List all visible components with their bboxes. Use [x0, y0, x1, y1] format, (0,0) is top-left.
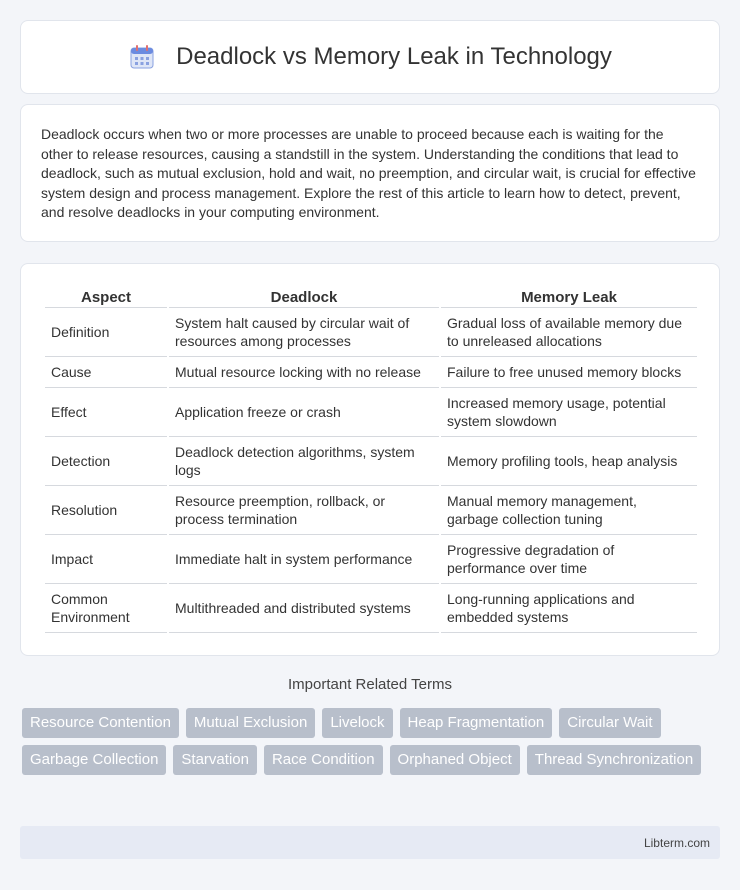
cell-memory-leak: Increased memory usage, potential system slowdown [441, 388, 697, 437]
cell-memory-leak: Gradual loss of available memory due to unreleased allocations [441, 308, 697, 357]
intro-text: Deadlock occurs when two or more processes are unable to proceed because each is waiting for the other to release resources, causing a standstill in the system. Understanding the conditions that lead to deadlock, such as mutual exclusion, hold and wait, no preemption, and circular wait, is crucial for effective system design and process management. Explore the rest of this article to learn how to detect, prevent, and resolve deadlocks in your computing environment. [41, 126, 696, 220]
cell-memory-leak: Manual memory management, garbage collection tuning [441, 486, 697, 535]
footer-site-link[interactable]: Libterm.com [643, 836, 710, 850]
calendar-icon [128, 43, 156, 71]
cell-memory-leak: Progressive degradation of performance over time [441, 535, 697, 584]
cell-aspect: Effect [45, 388, 167, 437]
table-row [45, 357, 697, 388]
cell-memory-leak: Memory profiling tools, heap analysis [441, 437, 697, 486]
tag-starvation[interactable]: Starvation [173, 745, 257, 775]
footer [20, 826, 720, 859]
tag-mutual-exclusion[interactable]: Mutual Exclusion [186, 708, 315, 738]
table-header-row [45, 284, 697, 308]
page-title: Deadlock vs Memory Leak in Technology [176, 43, 612, 70]
table-row [45, 535, 697, 584]
cell-aspect: Definition [45, 308, 167, 357]
table-row [45, 308, 697, 357]
cell-aspect: Common Environment [45, 584, 167, 633]
tag-garbage-collection[interactable]: Garbage Collection [22, 745, 166, 775]
tag-heap-fragmentation[interactable]: Heap Fragmentation [400, 708, 553, 738]
comparison-table [43, 284, 699, 633]
cell-aspect: Cause [45, 357, 167, 388]
cell-deadlock: Application freeze or crash [169, 388, 439, 437]
cell-deadlock: Immediate halt in system performance [169, 535, 439, 584]
tag-livelock[interactable]: Livelock [322, 708, 392, 738]
tag-circular-wait[interactable]: Circular Wait [559, 708, 660, 738]
cell-deadlock: Resource preemption, rollback, or process termination [169, 486, 439, 535]
tag-thread-synchronization[interactable]: Thread Synchronization [527, 745, 701, 775]
cell-deadlock: Deadlock detection algorithms, system logs [169, 437, 439, 486]
header-aspect: Aspect [45, 284, 167, 308]
cell-memory-leak: Long-running applications and embedded systems [441, 584, 697, 633]
tag-resource-contention[interactable]: Resource Contention [22, 708, 179, 738]
intro-card [20, 104, 720, 242]
table-row [45, 584, 697, 633]
table-row [45, 486, 697, 535]
header-memory-leak: Memory Leak [441, 284, 697, 308]
table-row [45, 388, 697, 437]
cell-aspect: Detection [45, 437, 167, 486]
cell-deadlock: Mutual resource locking with no release [169, 357, 439, 388]
header-card [20, 20, 720, 94]
header-deadlock: Deadlock [169, 284, 439, 308]
cell-deadlock: System halt caused by circular wait of resources among processes [169, 308, 439, 357]
cell-deadlock: Multithreaded and distributed systems [169, 584, 439, 633]
cell-aspect: Impact [45, 535, 167, 584]
comparison-card [20, 263, 720, 656]
cell-aspect: Resolution [45, 486, 167, 535]
table-row [45, 437, 697, 486]
tag-orphaned-object[interactable]: Orphaned Object [390, 745, 520, 775]
related-terms-title: Important Related Terms [288, 676, 452, 693]
tag-race-condition[interactable]: Race Condition [264, 745, 383, 775]
related-tags [22, 708, 722, 775]
cell-memory-leak: Failure to free unused memory blocks [441, 357, 697, 388]
